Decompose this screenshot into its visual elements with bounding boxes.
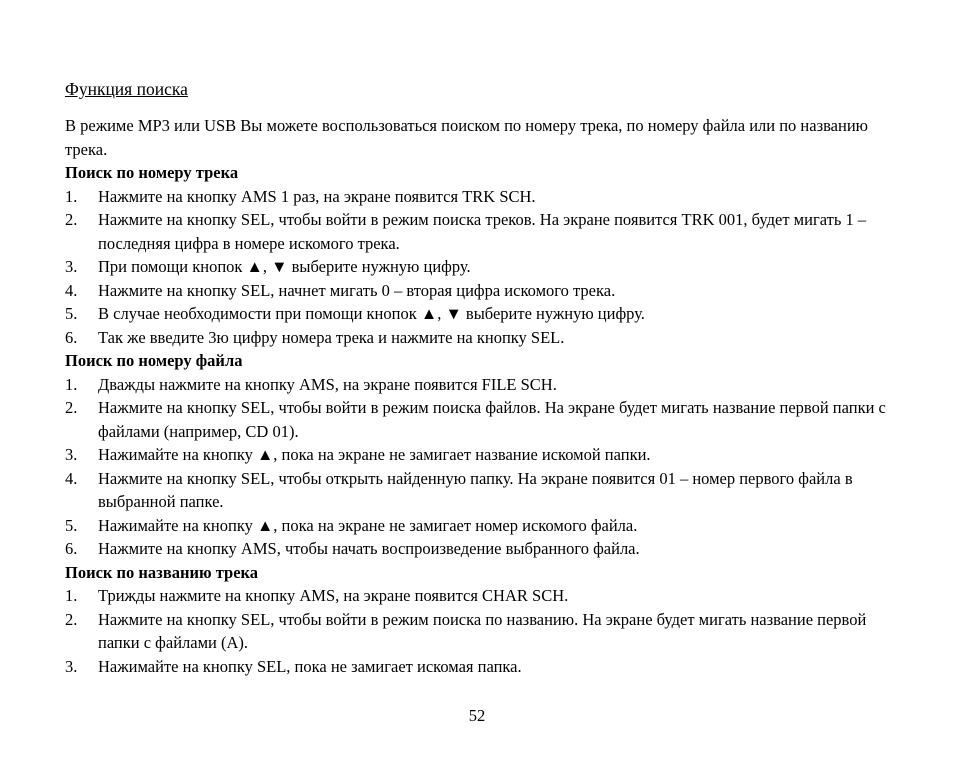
step-number: 5.: [65, 515, 78, 535]
step-number: 1.: [65, 586, 78, 605]
step-text: Нажимайте на кнопку ▲, пока на экране не замигает номер искомого файла.: [98, 515, 638, 535]
section-title: Поиск по номеру файла: [65, 351, 243, 370]
step-number: 4.: [65, 468, 78, 488]
step-number: 1.: [65, 186, 78, 206]
section-title: Поиск по названию трека: [65, 562, 259, 582]
step-number: 4.: [65, 280, 78, 300]
list-item: [65, 326, 895, 350]
step-text: Нажмите на кнопку AMS 1 раз, на экране появится TRK SCH.: [98, 186, 536, 206]
page-number: 52: [468, 706, 486, 725]
step-number: 2.: [65, 210, 78, 229]
step-text: При помощи кнопок ▲, ▼ выберите нужную цифру.: [98, 257, 471, 276]
step-text: Трижды нажмите на кнопку AMS, на экране появится CHAR SCH.: [98, 586, 569, 605]
list-item: [65, 302, 895, 326]
step-text: Нажмите на кнопку SEL, чтобы открыть найденную папку. На экране появится 01 – номер первого файла в выбранной папке.: [98, 468, 853, 511]
list-item: [65, 443, 895, 467]
step-number: 2.: [65, 398, 78, 417]
step-text: В случае необходимости при помощи кнопок ▲, ▼ выберите нужную цифру.: [98, 304, 645, 323]
section-file-number: [65, 349, 895, 561]
step-number: 1.: [65, 374, 78, 394]
intro-paragraph: В режиме MP3 или USB Вы можете воспользоваться поиском по номеру трека, по номеру файла или по названию трека.: [65, 116, 868, 159]
page-heading: Функция поиска: [65, 79, 188, 99]
list-item: [65, 185, 895, 209]
step-number: 3.: [65, 445, 78, 464]
step-number: 3.: [65, 656, 78, 676]
step-number: 3.: [65, 257, 78, 276]
list-item: [65, 396, 895, 443]
step-number: 5.: [65, 304, 78, 323]
list-item: [65, 537, 895, 561]
list-item: [65, 608, 895, 655]
step-text: Нажмите на кнопку SEL, чтобы войти в режим поиска файлов. На экране будет мигать название первой папки с файлами (например, CD 01).: [98, 398, 886, 441]
step-number: 2.: [65, 609, 78, 629]
step-text: Нажмите на кнопку SEL, начнет мигать 0 – вторая цифра искомого трека.: [98, 280, 616, 300]
list-item: [65, 279, 895, 303]
steps-list: [65, 373, 895, 561]
list-item: [65, 255, 895, 279]
document-page: [65, 76, 895, 678]
step-text: Нажимайте на кнопку ▲, пока на экране не замигает название искомой папки.: [98, 445, 651, 464]
steps-list: [65, 185, 895, 350]
section-track-number: [65, 161, 895, 349]
section-track-name: [65, 561, 895, 679]
list-item: [65, 655, 895, 679]
step-text: Нажмите на кнопку AMS, чтобы начать воспроизведение выбранного файла.: [98, 539, 640, 558]
list-item: [65, 373, 895, 397]
step-text: Нажмите на кнопку SEL, чтобы войти в режим поиска треков. На экране появится TRK 001, будет мигать 1 – последняя цифра в номере искомого трека.: [98, 210, 867, 253]
section-title: Поиск по номеру трека: [65, 163, 239, 182]
list-item: [65, 514, 895, 538]
step-text: Так же введите 3ю цифру номера трека и нажмите на кнопку SEL.: [98, 327, 565, 347]
step-number: 6.: [65, 327, 78, 347]
steps-list: [65, 584, 895, 678]
list-item: [65, 584, 895, 608]
step-text: Нажимайте на кнопку SEL, пока не замигает искомая папка.: [98, 656, 522, 676]
list-item: [65, 467, 895, 514]
step-text: Дважды нажмите на кнопку AMS, на экране появится FILE SCH.: [98, 374, 557, 394]
step-text: Нажмите на кнопку SEL, чтобы войти в режим поиска по названию. На экране будет мигать название первой папки с файлами (A).: [98, 609, 867, 652]
step-number: 6.: [65, 539, 78, 558]
list-item: [65, 208, 895, 255]
